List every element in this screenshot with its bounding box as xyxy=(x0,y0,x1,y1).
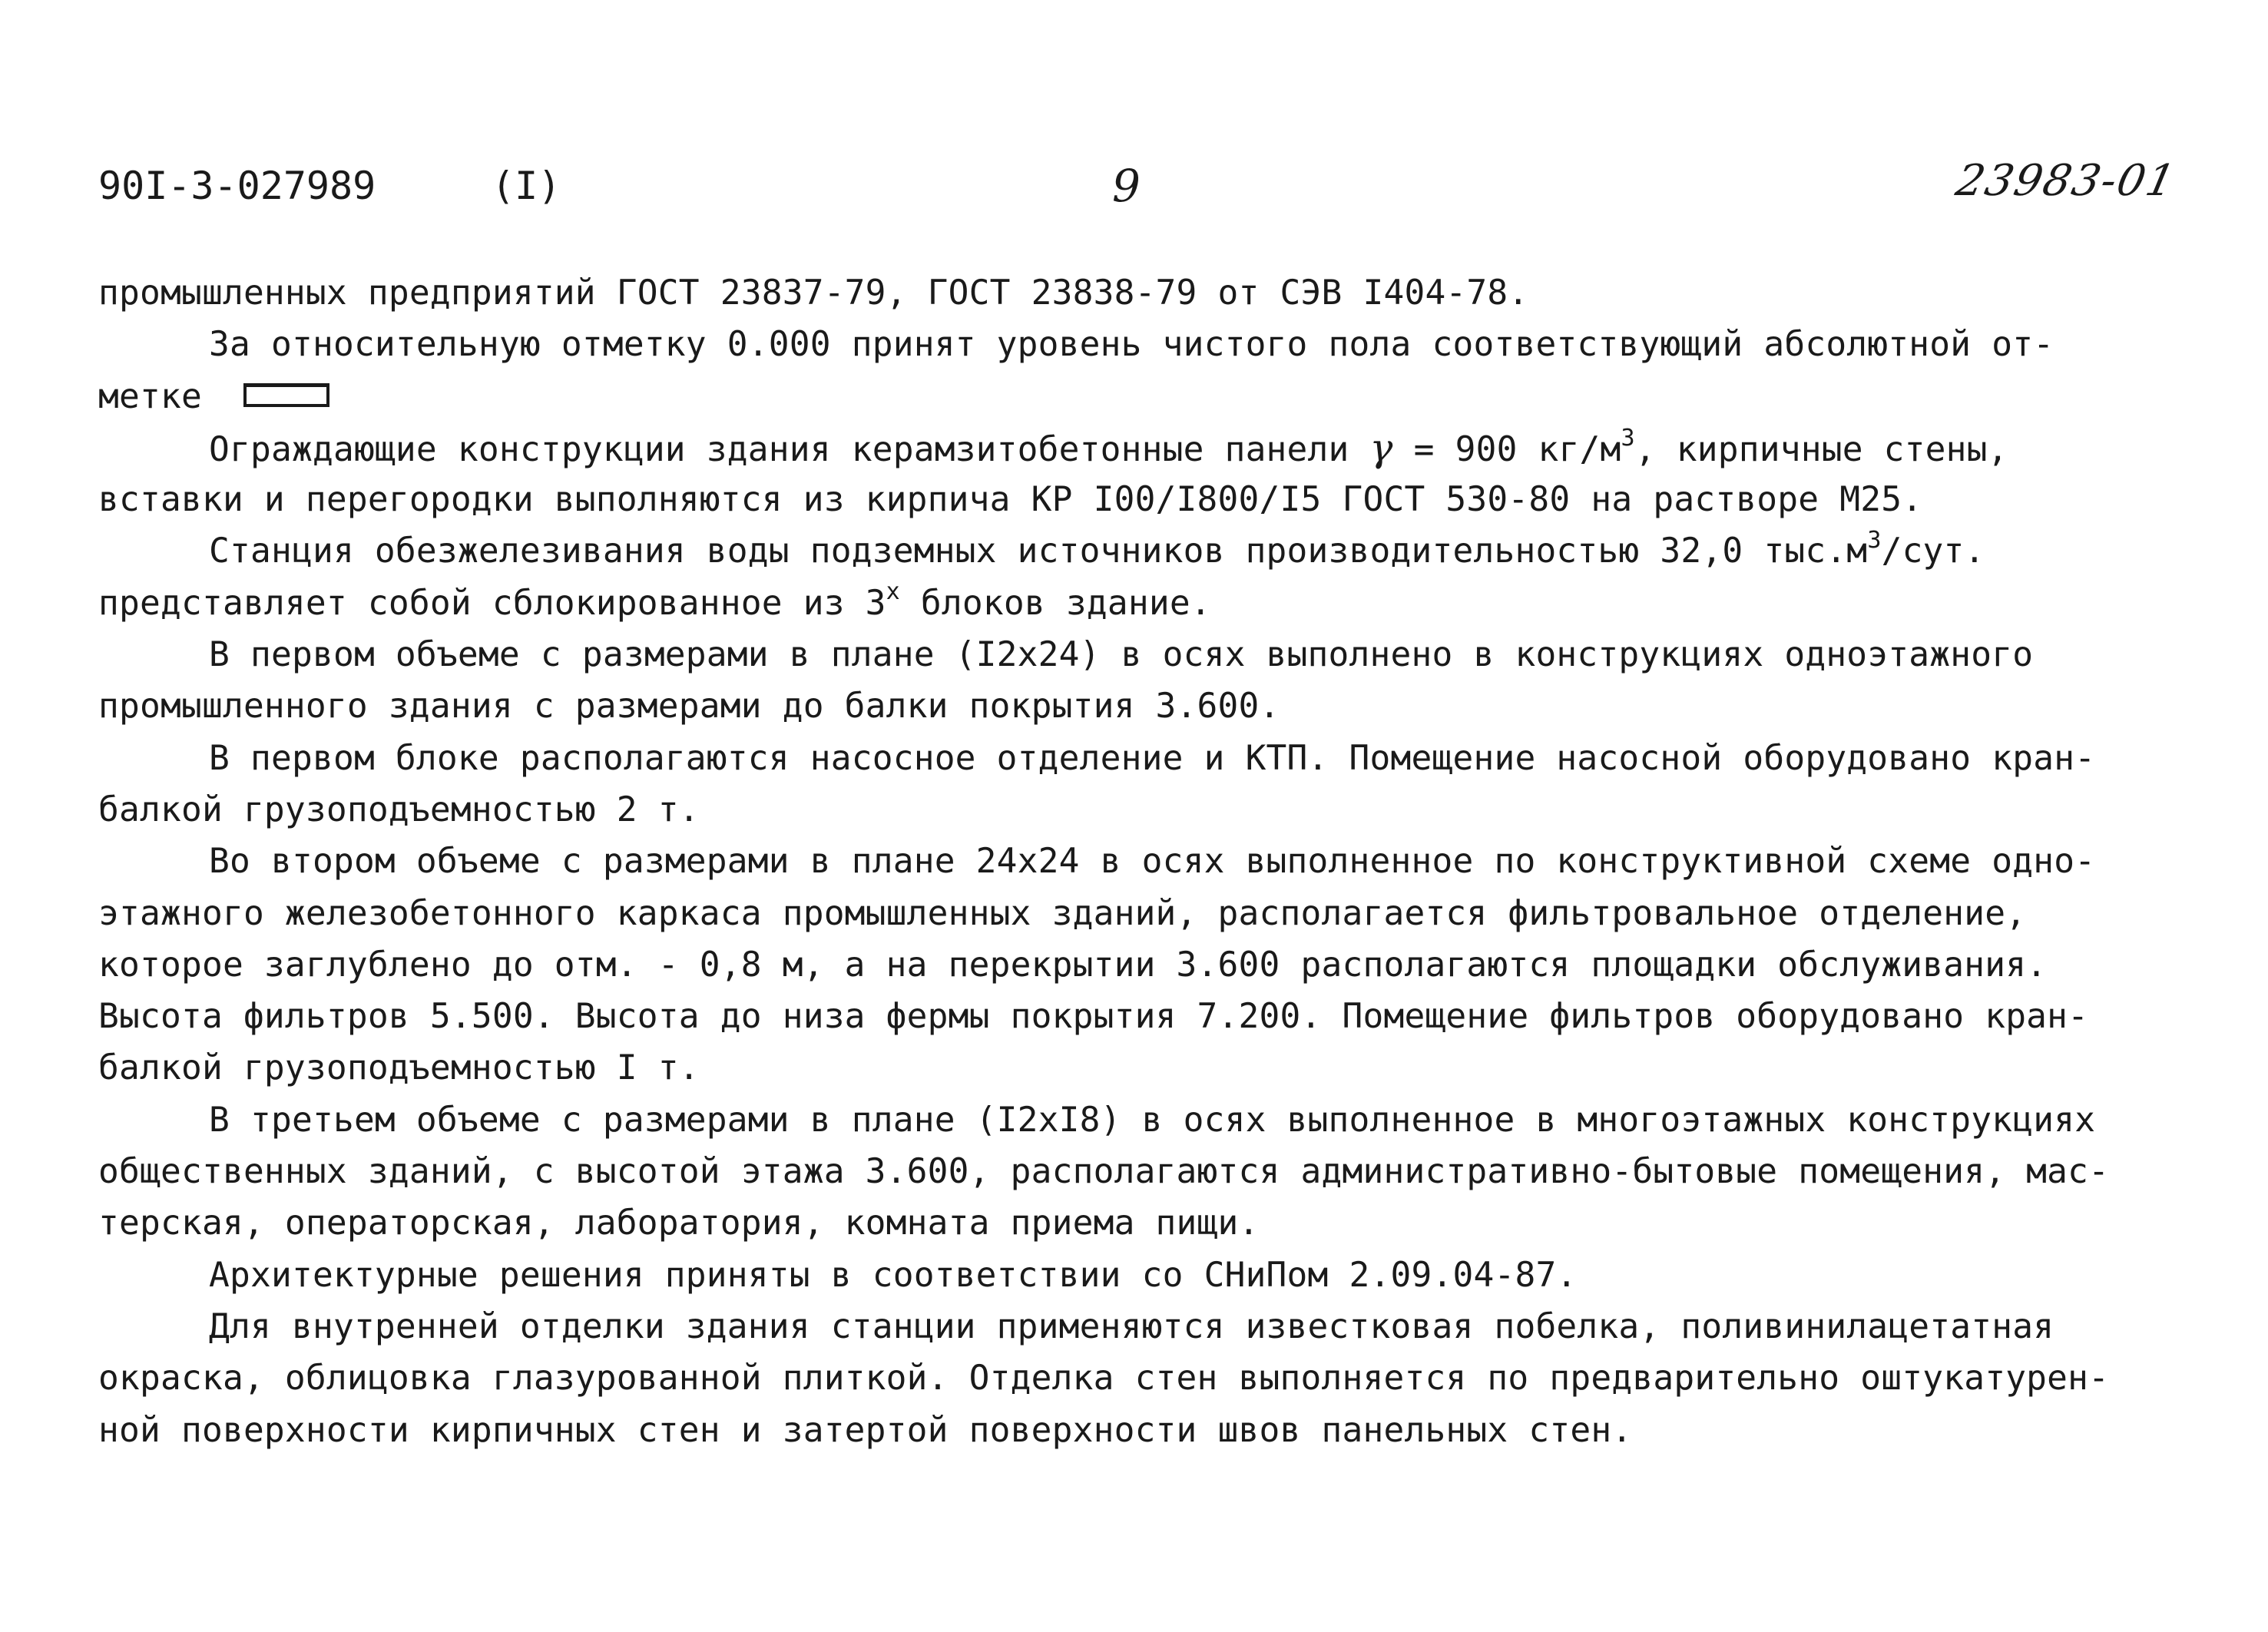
text-line: балкой грузоподъемностью I т. xyxy=(98,1048,700,1088)
text-fragment: /сут. xyxy=(1881,531,1985,571)
text-line: Для внутренней отделки здания станции применяются известковая побелка, поливинилацетатная xyxy=(209,1306,2054,1346)
text-line: ной поверхности кирпичных стен и затертой поверхности швов панельных стен. xyxy=(98,1410,1633,1450)
superscript: х xyxy=(886,578,900,605)
text-line: окраска, облицовка глазурованной плиткой. Отделка стен выполняется по предварительно оштукатурен- xyxy=(98,1359,2110,1399)
text-fragment: Ограждающие конструкции здания керамзитобетонные панели xyxy=(209,429,1370,469)
text-line: терская, операторская, лаборатория, комната приема пищи. xyxy=(98,1203,1260,1243)
text-line: В первом блоке располагаются насосное отделение и КТП. Помещение насосной оборудовано кран- xyxy=(209,738,2096,778)
text-line: вставки и перегородки выполняются из кирпича КР I00/I800/I5 ГОСТ 530-80 на растворе М25. xyxy=(98,480,1923,520)
text-fragment: , кирпичные стены, xyxy=(1634,429,2008,469)
text-fragment: блоков здание. xyxy=(899,583,1211,623)
text-line: общественных зданий, с высотой этажа 3.600, располагаются административно-бытовые помещения, мас- xyxy=(98,1152,2110,1192)
document-body xyxy=(98,267,2172,1456)
text-line xyxy=(98,578,2172,629)
elevation-mark-box xyxy=(243,383,329,407)
sheet-number: (I) xyxy=(492,164,561,208)
text-line: Во втором объеме с размерами в плане 24х24 в осях выполненное по конструктивной схеме одно- xyxy=(209,842,2096,882)
gamma-symbol: γ xyxy=(1369,425,1393,470)
superscript: 3 xyxy=(1621,425,1635,452)
text-line: В первом объеме с размерами в плане (I2х24) в осях выполнено в конструкциях одноэтажного xyxy=(209,635,2034,675)
text-line: Высота фильтров 5.500. Высота до низа фермы покрытия 7.200. Помещение фильтров оборудовано кран- xyxy=(98,997,2089,1037)
text-line: За относительную отметку 0.000 принят уровень чистого пола соответствующий абсолютной от- xyxy=(209,325,2054,365)
text-fragment: представляет собой сблокированное из 3 xyxy=(98,583,886,623)
text-fragment: = 900 кг/м xyxy=(1392,429,1621,469)
text-line xyxy=(98,371,2172,422)
text-line: этажного железобетонного каркаса промышленных зданий, располагается фильтровальное отделение, xyxy=(98,893,2027,933)
page-number: 9 xyxy=(1112,160,1141,212)
text-fragment: метке xyxy=(98,376,202,416)
text-fragment: Станция обезжелезивания воды подземных источников производительностью 32,0 тыс.м xyxy=(209,531,1868,571)
handwritten-mark: 23983-01 xyxy=(1952,156,2181,206)
text-line: промышленных предприятий ГОСТ 23837-79, ГОСТ 23838-79 от СЭВ I404-78. xyxy=(98,273,1529,313)
superscript: 3 xyxy=(1867,526,1882,554)
text-line: которое заглублено до отм. - 0,8 м, а на перекрытии 3.600 располагаются площадки обслуживания. xyxy=(98,945,2048,985)
text-line: промышленного здания с размерами до балки покрытия 3.600. xyxy=(98,687,1280,727)
text-line xyxy=(98,422,2172,474)
text-line xyxy=(98,525,2172,577)
document-code: 90I-3-027989 xyxy=(98,164,376,208)
text-line: Архитектурные решения приняты в соответствии со СНиПом 2.09.04-87. xyxy=(209,1255,1578,1295)
text-line: балкой грузоподъемностью 2 т. xyxy=(98,790,700,829)
text-line: В третьем объеме с размерами в плане (I2хI8) в осях выполненное в многоэтажных конструкциях xyxy=(209,1100,2096,1140)
